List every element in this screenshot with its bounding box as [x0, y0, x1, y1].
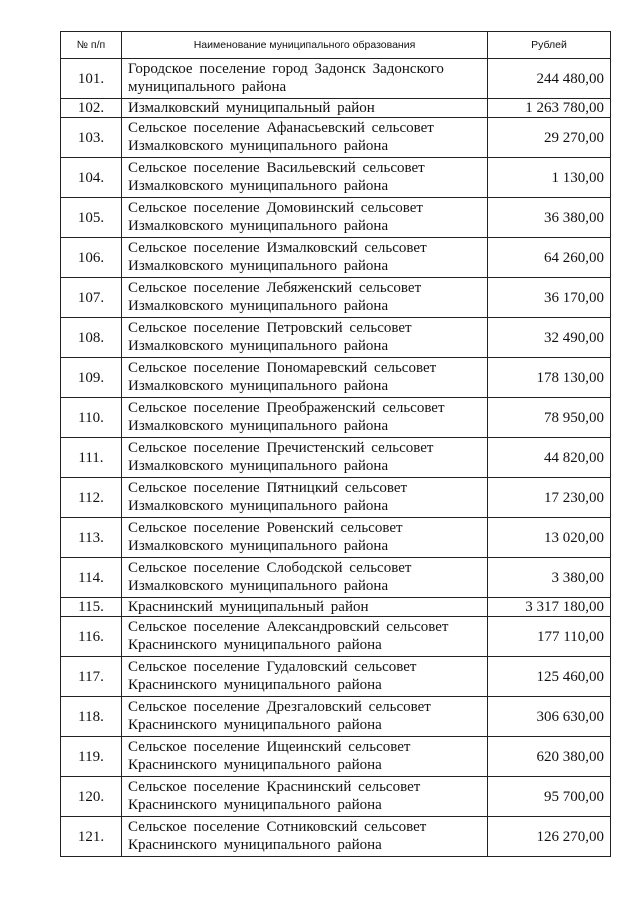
table-row — [61, 59, 611, 99]
row-municipality-name: Сельское поселение Васильевский сельсовет Измалковского муниципального района — [122, 158, 488, 198]
row-municipality-name: Сельское поселение Слободской сельсовет Измалковского муниципального района — [122, 558, 488, 598]
row-municipality-name: Сельское поселение Краснинский сельсовет Краснинского муниципального района — [122, 777, 488, 817]
row-amount: 620 380,00 — [488, 737, 611, 777]
row-municipality-name: Сельское поселение Ровенский сельсовет Измалковского муниципального района — [122, 518, 488, 558]
row-amount: 1 263 780,00 — [488, 99, 611, 118]
row-number: 108. — [61, 318, 122, 358]
row-municipality-name: Сельское поселение Гудаловский сельсовет Краснинского муниципального района — [122, 657, 488, 697]
row-municipality-name: Сельское поселение Петровский сельсовет Измалковского муниципального района — [122, 318, 488, 358]
row-municipality-name: Измалковский муниципальный район — [122, 99, 488, 118]
table-body — [61, 59, 611, 857]
row-number: 114. — [61, 558, 122, 598]
row-amount: 126 270,00 — [488, 817, 611, 857]
row-number: 117. — [61, 657, 122, 697]
row-amount: 64 260,00 — [488, 238, 611, 278]
row-number: 103. — [61, 118, 122, 158]
header-number: № п/п — [61, 32, 122, 59]
table-row — [61, 817, 611, 857]
row-amount: 36 380,00 — [488, 198, 611, 238]
row-amount: 1 130,00 — [488, 158, 611, 198]
row-number: 118. — [61, 697, 122, 737]
row-municipality-name: Городское поселение город Задонск Задонского муниципального района — [122, 59, 488, 99]
row-amount: 32 490,00 — [488, 318, 611, 358]
table-header — [61, 32, 611, 59]
row-municipality-name: Сельское поселение Измалковский сельсовет Измалковского муниципального района — [122, 238, 488, 278]
row-number: 120. — [61, 777, 122, 817]
table-row — [61, 737, 611, 777]
header-name: Наименование муниципального образования — [122, 32, 488, 59]
row-number: 116. — [61, 617, 122, 657]
row-municipality-name: Сельское поселение Афанасьевский сельсовет Измалковского муниципального района — [122, 118, 488, 158]
row-municipality-name: Сельское поселение Домовинский сельсовет Измалковского муниципального района — [122, 198, 488, 238]
table-row — [61, 398, 611, 438]
row-municipality-name: Сельское поселение Пономаревский сельсовет Измалковского муниципального района — [122, 358, 488, 398]
table-row — [61, 558, 611, 598]
row-amount: 78 950,00 — [488, 398, 611, 438]
table-row — [61, 518, 611, 558]
table-row — [61, 438, 611, 478]
row-municipality-name: Сельское поселение Пятницкий сельсовет Измалковского муниципального района — [122, 478, 488, 518]
row-amount: 3 380,00 — [488, 558, 611, 598]
table-row — [61, 238, 611, 278]
table-row — [61, 478, 611, 518]
row-number: 102. — [61, 99, 122, 118]
row-number: 106. — [61, 238, 122, 278]
row-amount: 95 700,00 — [488, 777, 611, 817]
row-number: 113. — [61, 518, 122, 558]
table-row — [61, 697, 611, 737]
row-amount: 244 480,00 — [488, 59, 611, 99]
row-municipality-name: Сельское поселение Преображенский сельсовет Измалковского муниципального района — [122, 398, 488, 438]
row-number: 101. — [61, 59, 122, 99]
row-number: 111. — [61, 438, 122, 478]
row-number: 110. — [61, 398, 122, 438]
row-number: 119. — [61, 737, 122, 777]
row-number: 107. — [61, 278, 122, 318]
row-municipality-name: Сельское поселение Сотниковский сельсовет Краснинского муниципального района — [122, 817, 488, 857]
row-amount: 125 460,00 — [488, 657, 611, 697]
municipal-allocation-table — [60, 31, 611, 857]
table-row — [61, 278, 611, 318]
row-municipality-name: Сельское поселение Дрезгаловский сельсовет Краснинского муниципального района — [122, 697, 488, 737]
row-number: 104. — [61, 158, 122, 198]
table-row — [61, 358, 611, 398]
table-row — [61, 118, 611, 158]
row-number: 112. — [61, 478, 122, 518]
row-amount: 36 170,00 — [488, 278, 611, 318]
table-row — [61, 318, 611, 358]
row-amount: 178 130,00 — [488, 358, 611, 398]
row-amount: 306 630,00 — [488, 697, 611, 737]
row-municipality-name: Сельское поселение Александровский сельсовет Краснинского муниципального района — [122, 617, 488, 657]
table-row — [61, 99, 611, 118]
table-row — [61, 158, 611, 198]
row-amount: 17 230,00 — [488, 478, 611, 518]
header-row — [61, 32, 611, 59]
table-row — [61, 598, 611, 617]
row-municipality-name: Сельское поселение Пречистенский сельсовет Измалковского муниципального района — [122, 438, 488, 478]
row-amount: 177 110,00 — [488, 617, 611, 657]
row-municipality-name: Сельское поселение Лебяженский сельсовет Измалковского муниципального района — [122, 278, 488, 318]
row-amount: 3 317 180,00 — [488, 598, 611, 617]
row-municipality-name: Сельское поселение Ищеинский сельсовет Краснинского муниципального района — [122, 737, 488, 777]
table-row — [61, 617, 611, 657]
row-number: 109. — [61, 358, 122, 398]
table-row — [61, 198, 611, 238]
header-amount: Рублей — [488, 32, 611, 59]
row-amount: 13 020,00 — [488, 518, 611, 558]
table-row — [61, 777, 611, 817]
row-municipality-name: Краснинский муниципальный район — [122, 598, 488, 617]
row-number: 115. — [61, 598, 122, 617]
table-row — [61, 657, 611, 697]
row-number: 105. — [61, 198, 122, 238]
row-number: 121. — [61, 817, 122, 857]
row-amount: 29 270,00 — [488, 118, 611, 158]
row-amount: 44 820,00 — [488, 438, 611, 478]
